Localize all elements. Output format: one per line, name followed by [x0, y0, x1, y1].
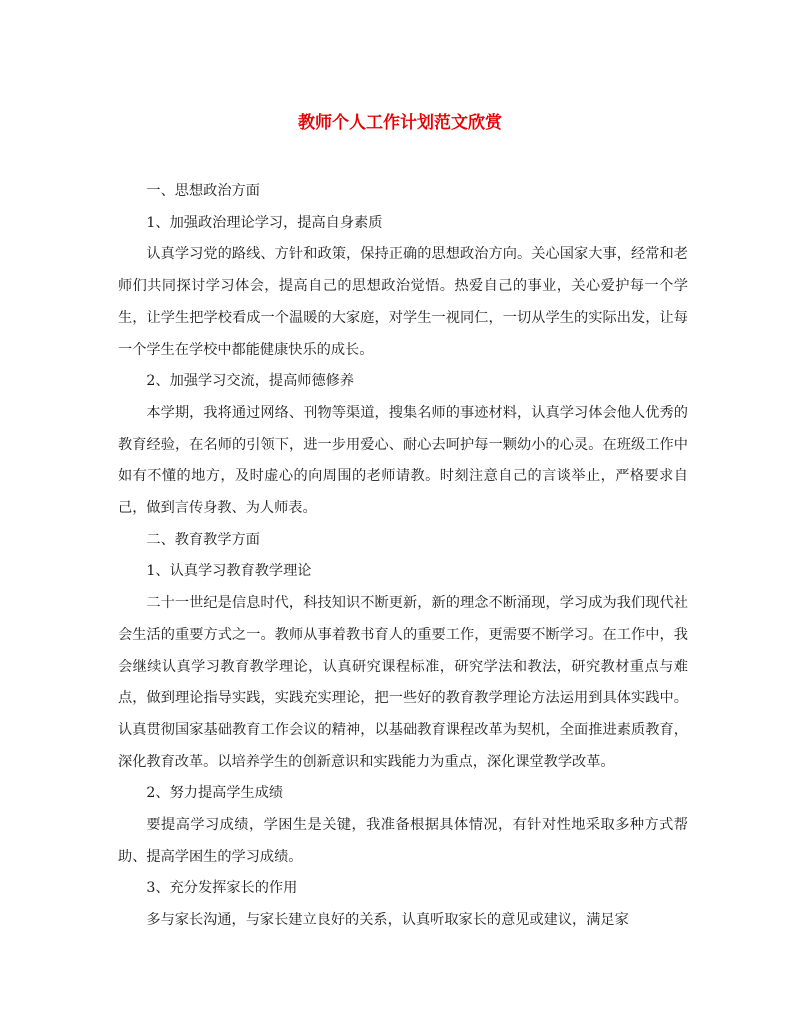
paragraph-teacher-ethics: 本学期，我将通过网络、刊物等渠道，搜集名师的事迹材料，认真学习体会他人优秀的教育经验，在名师的引领下，进一步用爱心、耐心去呵护每一颗幼小的心灵。在班级工作中如有不懂的地方，及时虚心的向周围的老师请教。时刻注意自己的言谈举止，严格要求自己，做到言传身教、为人师表。 [118, 404, 688, 517]
subheading-teaching-theory: 1、认真学习教育教学理论 [146, 563, 312, 580]
paragraph-teaching-theory: 二十一世纪是信息时代，科技知识不断更新，新的理念不断涌现，学习成为我们现代社会生活的重要方式之一。教师从事着教书育人的重要工作，更需要不断学习。在工作中，我会继续认真学习教育教学理论，认真研究课程标准，研究学法和教法，研究教材重点与难点，做到理论指导实践，实践充实理论，把一些好的教育教学理论方法运用到具体实践中。认真贯彻国家基础教育工作会议的精神，以基础教育课程改革为契机，全面推进素质教育，深化教育改革。以培养学生的创新意识和实践能力为重点，深化课堂教学改革。 [118, 595, 688, 770]
paragraph-student-scores: 要提高学习成绩，学困生是关键，我准备根据具体情况，有针对性地采取多种方式帮助、提高学困生的学习成绩。 [118, 817, 688, 865]
document-body [118, 176, 688, 937]
section-heading-ideology: 一、思想政治方面 [146, 183, 260, 199]
document-title: 教师个人工作计划范文欣赏 [298, 113, 502, 133]
paragraph-parents-role: 多与家长沟通，与家长建立良好的关系，认真听取家长的意见或建议，满足家 [146, 912, 629, 929]
section-heading-teaching: 二、教育教学方面 [146, 531, 260, 548]
paragraph-political-study: 认真学习党的路线、方针和政策，保持正确的思想政治方向。关心国家大事，经常和老师们共同探讨学习体会，提高自己的思想政治觉悟。热爱自己的事业，关心爱护每一个学生，让学生把学校看成一个温暖的大家庭，对学生一视同仁，一切从学生的实际出发，让每一个学生在学校中都能健康快乐的成长。 [118, 246, 688, 358]
subheading-parents-role: 3、充分发挥家长的作用 [146, 880, 298, 897]
subheading-teacher-ethics: 2、加强学习交流，提高师德修养 [146, 373, 355, 390]
subheading-political-study: 1、加强政治理论学习，提高自身素质 [146, 214, 383, 231]
subheading-student-scores: 2、努力提高学生成绩 [146, 785, 284, 802]
